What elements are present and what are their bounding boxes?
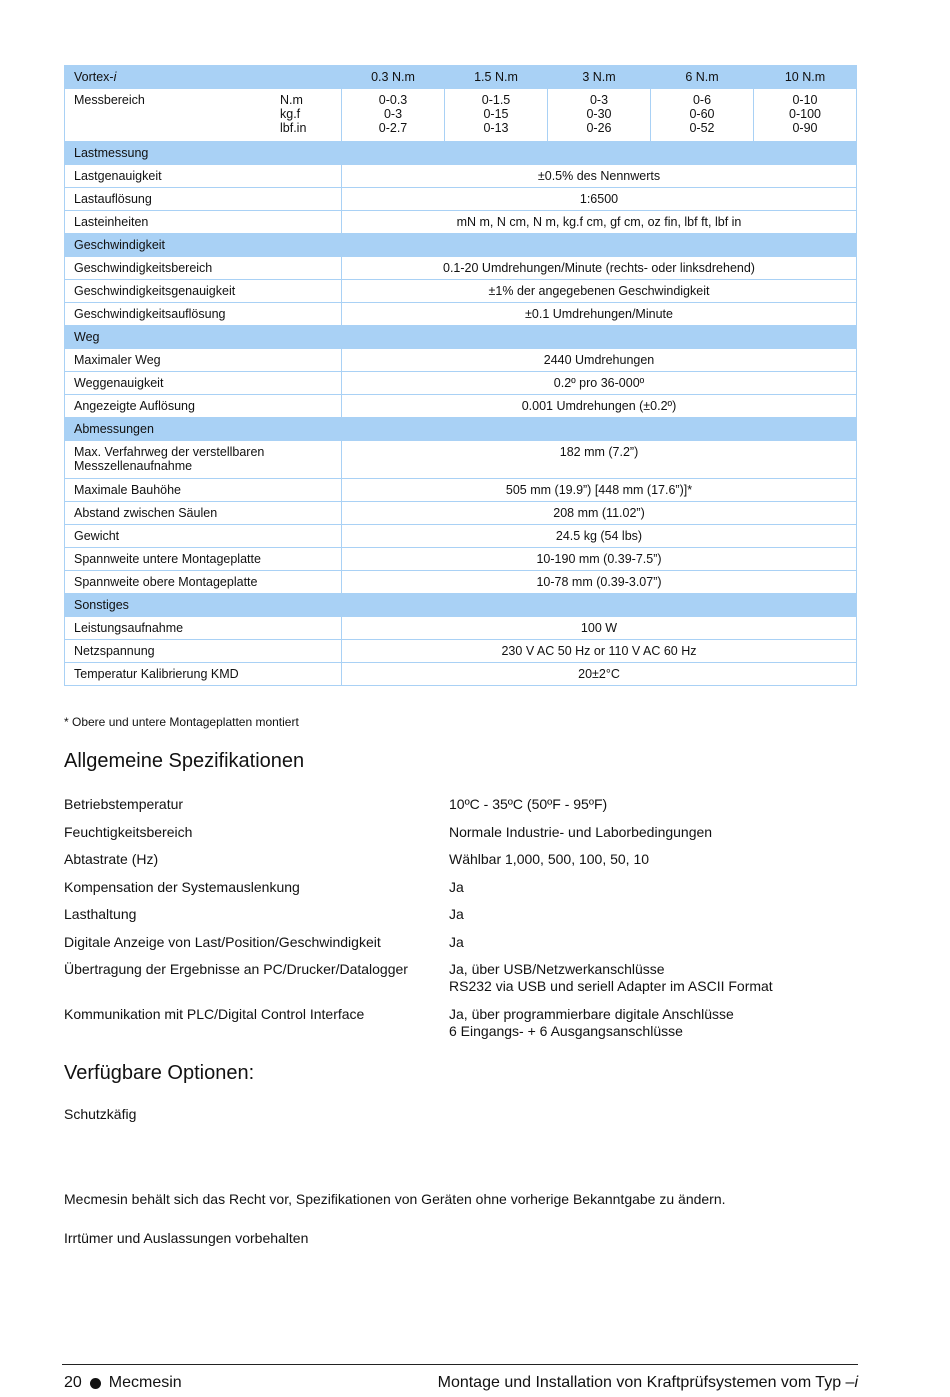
row-value: 10-190 mm (0.39-7.5”) [342,548,857,571]
capacity-header: 10 N.m [754,66,857,89]
table-row [65,395,857,418]
row-label: Leistungsaufnahme [65,617,342,640]
row-label: Lasteinheiten [65,211,342,234]
table-row [65,640,857,663]
row-value: 230 V AC 50 Hz or 110 V AC 60 Hz [342,640,857,663]
range-value: 0-2.7 [378,121,408,135]
row-label: Spannweite obere Montageplatte [65,571,342,594]
row-label: Maximaler Weg [65,349,342,372]
range-value: 0-90 [792,121,818,135]
range-value-cell [754,89,857,142]
spec-row [64,934,864,951]
row-label: Geschwindigkeitsgenauigkeit [65,280,342,303]
table-row [65,280,857,303]
table-header-row [65,66,857,89]
table-row [65,372,857,395]
section-row [65,326,857,349]
range-value: 0-1.5 [481,93,511,107]
spec-key: Kompensation der Systemauslenkung [64,878,300,895]
footer-title-text: Montage und Installation von Kraftprüfsystemen vom Typ – [437,1374,855,1391]
row-value: ±0.1 Umdrehungen/Minute [342,303,857,326]
range-value: 0-60 [689,107,715,121]
row-label: Maximale Bauhöhe [65,479,342,502]
table-row [65,303,857,326]
range-value: 0-52 [689,121,715,135]
spec-key: Betriebstemperatur [64,796,184,812]
row-value: 10-78 mm (0.39-3.07”) [342,571,857,594]
range-value: 0-13 [483,121,509,135]
spec-key: Digitale Anzeige von Last/Position/Geschwindigkeit [64,933,381,950]
range-value: 0-100 [789,107,821,121]
row-value: ±1% der angegebenen Geschwindigkeit [342,280,857,303]
page-number: 20 [64,1374,82,1391]
spec-row [64,906,864,923]
row-label: Geschwindigkeitsauflösung [65,303,342,326]
spec-row [64,851,864,868]
spec-value-line: Normale Industrie- und Laborbedingungen [449,823,713,840]
table-row [65,188,857,211]
spec-value-line: Ja [449,878,464,895]
general-specs-list [64,796,864,1050]
option-item: Schutzkäfig [64,1106,137,1122]
section-title: Weg [65,326,857,349]
section-row [65,234,857,257]
spec-value [449,934,464,951]
row-label: Weggenauigkeit [65,372,342,395]
range-unit: kg.f [280,107,301,121]
range-value-cell [445,89,548,142]
row-label: Lastgenauigkeit [65,165,342,188]
spec-value [449,1006,734,1040]
capacity-header: 6 N.m [651,66,754,89]
row-label: Angezeigte Auflösung [65,395,342,418]
spec-row [64,824,864,841]
bullet-icon [90,1378,101,1389]
row-label: Netzspannung [65,640,342,663]
row-value: 24.5 kg (54 lbs) [342,525,857,548]
spec-value [449,879,464,896]
model-name-cell [65,66,342,89]
row-label: Temperatur Kalibrierung KMD [65,663,342,686]
section-title: Abmessungen [65,418,857,441]
row-value: 0.1-20 Umdrehungen/Minute (rechts- oder linksdrehend) [342,257,857,280]
row-value: 100 W [342,617,857,640]
range-value-cell [548,89,651,142]
spec-key: Abtastrate (Hz) [64,851,159,867]
spec-value-line: 6 Eingangs- + 6 Ausgangsanschlüsse [449,1022,683,1039]
spec-value-line: Ja [449,906,464,922]
table-row [65,571,857,594]
spec-value [449,906,464,923]
table-row [65,211,857,234]
range-value: 0-6 [692,93,712,107]
range-row [65,89,857,142]
range-unit: lbf.in [280,121,307,135]
spec-row [64,879,864,896]
row-value: 208 mm (11.02”) [342,502,857,525]
range-value: 0-3 [383,107,403,121]
spec-value-line: Ja [449,933,464,950]
table-row [65,257,857,280]
spec-value [449,851,649,868]
spec-key: Übertragung der Ergebnisse an PC/Drucker/Datalogger [64,961,408,977]
errors-note: Irrtümer und Auslassungen vorbehalten [64,1230,309,1246]
range-units [280,93,306,135]
section-title: Lastmessung [65,142,857,165]
table-row [65,617,857,640]
spec-value [449,796,607,813]
spec-row [64,796,864,813]
table-row [65,548,857,571]
table-row [65,663,857,686]
row-value: ±0.5% des Nennwerts [342,165,857,188]
range-value: 0-10 [792,93,818,107]
row-value: mN m, N cm, N m, kg.f cm, gf cm, oz fin, lbf ft, lbf in [342,211,857,234]
row-value: 20±2°C [342,663,857,686]
table-row [65,349,857,372]
spec-row [64,961,864,995]
footer-brand: Mecmesin [108,1374,182,1391]
spec-table [64,65,857,686]
row-value: 505 mm (19.9”) [448 mm (17.6”)]* [342,479,857,502]
range-value: 0-0.3 [378,93,408,107]
row-value: 0.001 Umdrehungen (±0.2º) [342,395,857,418]
footer-title-suffix: i [854,1374,858,1391]
rights-note: Mecmesin behält sich das Recht vor, Spezifikationen von Geräten ohne vorherige Bekanntgabe zu ändern. [64,1191,726,1207]
section-title: Sonstiges [65,594,857,617]
spec-key: Feuchtigkeitsbereich [64,823,193,840]
table-row [65,165,857,188]
spec-row [64,1006,864,1040]
range-value-cell [342,89,445,142]
spec-value-line: RS232 via USB und seriell Adapter im ASCII Format [449,978,773,994]
range-value: 0-3 [589,93,609,107]
spec-value [449,961,773,995]
options-heading: Verfügbare Optionen: [64,1062,255,1084]
section-row [65,594,857,617]
row-label: Max. Verfahrweg der verstellbaren Messzellenaufnahme [65,441,342,479]
spec-key: Kommunikation mit PLC/Digital Control Interface [64,1005,365,1022]
row-label: Geschwindigkeitsbereich [65,257,342,280]
row-label: Abstand zwischen Säulen [65,502,342,525]
general-specs-heading: Allgemeine Spezifikationen [64,750,305,772]
footer-doc-title [438,1374,858,1392]
table-row [65,525,857,548]
row-label: Lastauflösung [65,188,342,211]
capacity-header: 3 N.m [548,66,651,89]
model-name: Vortex- [74,70,114,84]
capacity-header: 1.5 N.m [445,66,548,89]
table-row [65,479,857,502]
spec-value-line: Ja, über programmierbare digitale Anschlüsse [449,1005,734,1022]
capacity-header: 0.3 N.m [342,66,445,89]
row-value: 182 mm (7.2”) [342,441,857,479]
range-value-cell [651,89,754,142]
range-label-cell [65,89,342,142]
row-value: 0.2º pro 36-000º [342,372,857,395]
spec-key: Lasthaltung [64,906,137,922]
range-value: 0-26 [586,121,612,135]
table-footnote: * Obere und untere Montageplatten montiert [64,715,299,729]
section-row [65,142,857,165]
spec-value [449,824,712,841]
model-suffix: i [113,70,117,84]
footer-divider [62,1364,858,1365]
spec-value-line: 10ºC - 35ºC (50ºF - 95ºF) [449,796,608,812]
row-value: 2440 Umdrehungen [342,349,857,372]
spec-value-line: Ja, über USB/Netzwerkanschlüsse [449,961,665,977]
range-value: 0-30 [586,107,612,121]
row-value: 1:6500 [342,188,857,211]
row-label: Spannweite untere Montageplatte [65,548,342,571]
range-value: 0-15 [483,107,509,121]
row-label: Gewicht [65,525,342,548]
range-label: Messbereich [74,93,145,107]
section-row [65,418,857,441]
spec-value-line: Wählbar 1,000, 500, 100, 50, 10 [449,851,650,867]
footer-left [64,1374,182,1392]
section-title: Geschwindigkeit [65,234,857,257]
range-unit: N.m [280,93,303,107]
table-row [65,441,857,479]
table-row [65,502,857,525]
